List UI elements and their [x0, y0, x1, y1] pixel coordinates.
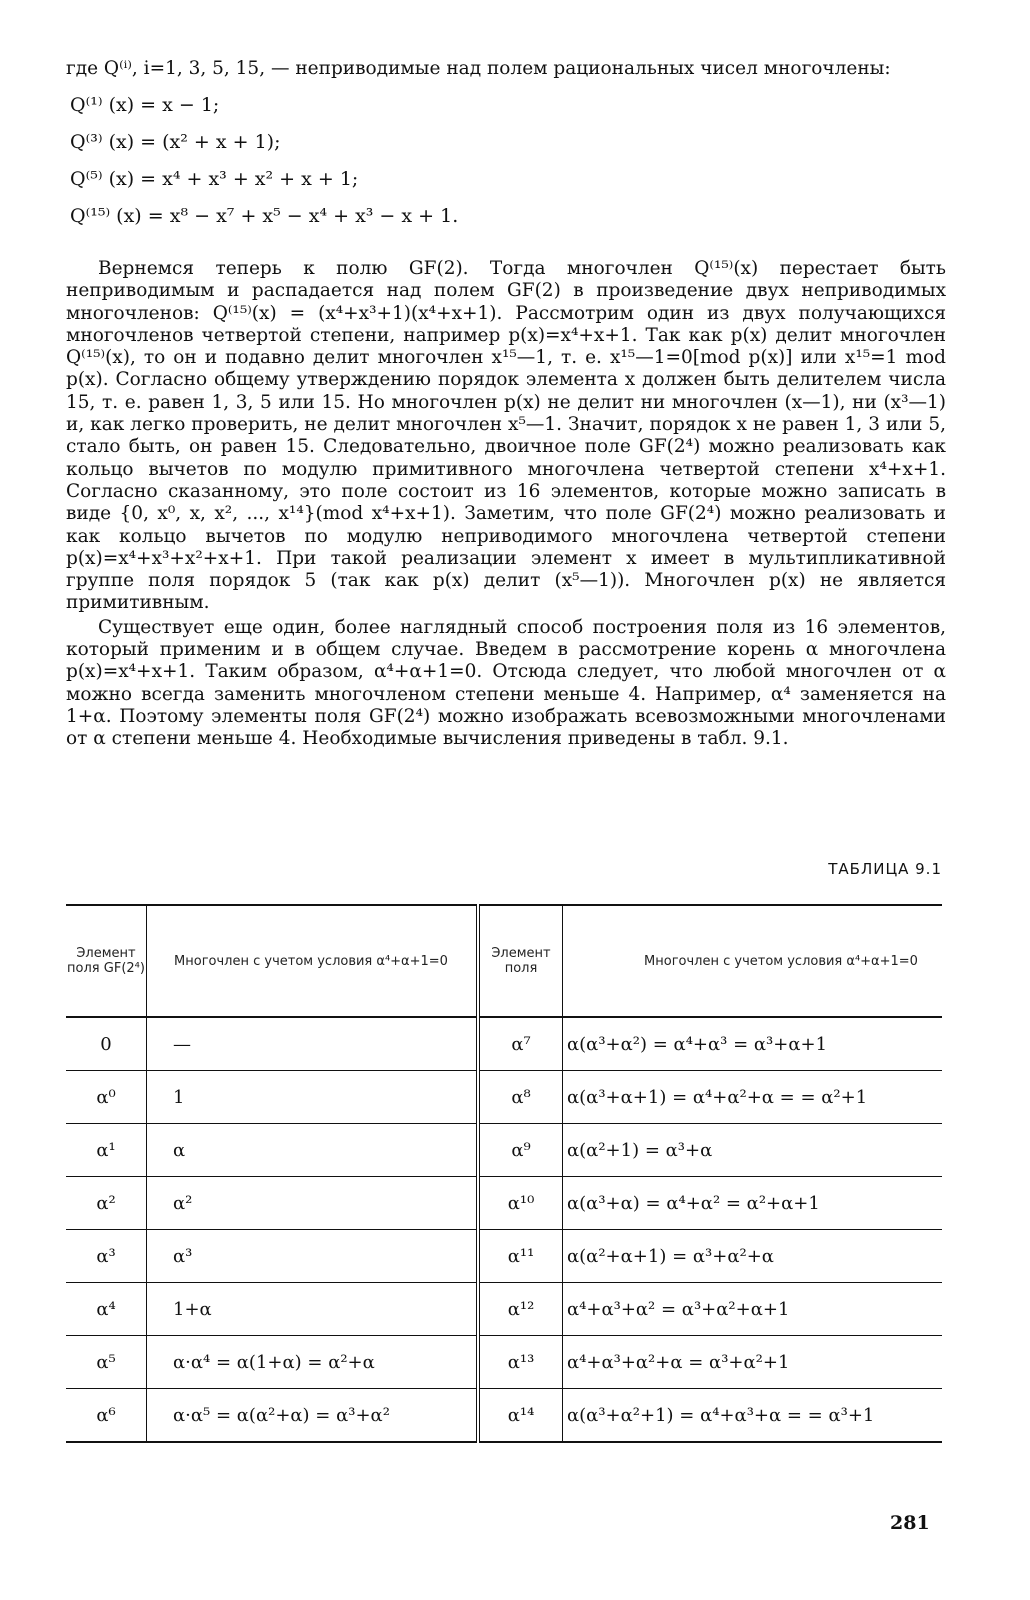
table-header-row — [66, 905, 942, 1017]
polynomial-cell: α² — [147, 1177, 479, 1230]
formula-rhs: = x − 1; — [140, 93, 220, 116]
element-cell: α⁶ — [66, 1389, 147, 1443]
polynomial-cell: α — [147, 1124, 479, 1177]
formula-q1 — [70, 86, 946, 123]
element-cell: α² — [66, 1177, 147, 1230]
header-polynomial-2: Многочлен с учетом условия α⁴+α+1=0 — [563, 905, 943, 1017]
element-cell: α¹² — [478, 1283, 563, 1336]
formula-lhs: Q⁽¹⁾ (x) — [70, 93, 135, 116]
polynomial-cell: — — [147, 1017, 479, 1071]
element-cell: α¹ — [66, 1124, 147, 1177]
table-row — [66, 1124, 942, 1177]
element-cell: 0 — [66, 1017, 147, 1071]
element-cell: α⁵ — [66, 1336, 147, 1389]
formula-list — [70, 86, 946, 234]
element-cell: α⁸ — [478, 1071, 563, 1124]
header-polynomial: Многочлен с учетом условия α⁴+α+1=0 — [147, 905, 479, 1017]
element-cell: α⁷ — [478, 1017, 563, 1071]
polynomial-cell: α(α³+α²+1) = α⁴+α³+α = = α³+1 — [563, 1389, 943, 1443]
formula-rhs: = (x² + x + 1); — [140, 130, 281, 153]
table-row — [66, 1389, 942, 1443]
table-row — [66, 1230, 942, 1283]
table-row — [66, 1283, 942, 1336]
table-caption: ТАБЛИЦА 9.1 — [828, 860, 942, 878]
paragraph-gf2: Вернемся теперь к полю GF(2). Тогда многочлен Q⁽¹⁵⁾(x) перестает быть неприводимым и распадается над полем GF(2) в произведение двух неприводимых многочленов: Q⁽¹⁵⁾(x) = (x⁴+x³+1)(x⁴+x+1). Рассмотрим один из двух получающихся многочленов четвертой степени, например p(x)=x⁴+x+1. Так как p(x) делит многочлен Q⁽¹⁵⁾(x), то он и подавно делит многочлен x¹⁵—1, т. е. x¹⁵—1=0[mod p(x)] или x¹⁵=1 mod p(x). Согласно общему утверждению порядок элемента x должен быть делителем числа 15, т. е. равен 1, 3, 5 или 15. Но многочлен p(x) не делит ни многочлен (x—1), ни (x³—1) и, как легко проверить, не делит многочлен x⁵—1. Значит, порядок x не равен 1, 3 или 5, стало быть, он равен 15. Следовательно, двоичное поле GF(2⁴) можно реализовать как кольцо вычетов по модулю примитивного многочлена четвертой степени x⁴+x+1. Согласно сказанному, это поле состоит из 16 элементов, которые можно записать в виде {0, x⁰, x, x², ..., x¹⁴}(mod x⁴+x+1). Заметим, что поле GF(2⁴) можно реализовать и как кольцо вычетов по модулю неприводимого многочлена четвертой степени p(x)=x⁴+x³+x²+x+1. При такой реализации элемент x имеет в мультипликативной группе поля порядок 5 (так как p(x) делит (x⁵—1)). Многочлен p(x) не является примитивным. — [66, 258, 946, 614]
element-cell: α⁴ — [66, 1283, 147, 1336]
table-row — [66, 1177, 942, 1230]
header-element: Элемент поля — [478, 905, 563, 1017]
page-content — [66, 58, 946, 751]
polynomial-cell: α(α²+α+1) = α³+α²+α — [563, 1230, 943, 1283]
element-cell: α¹⁴ — [478, 1389, 563, 1443]
polynomial-cell: α⁴+α³+α²+α = α³+α²+1 — [563, 1336, 943, 1389]
polynomial-cell: 1+α — [147, 1283, 479, 1336]
formula-rhs: = x⁴ + x³ + x² + x + 1; — [140, 167, 359, 190]
element-cell: α¹³ — [478, 1336, 563, 1389]
polynomial-cell: 1 — [147, 1071, 479, 1124]
table-row — [66, 1336, 942, 1389]
polynomial-cell: α·α⁴ = α(1+α) = α²+α — [147, 1336, 479, 1389]
field-elements-table — [66, 904, 942, 1443]
formula-lhs: Q⁽³⁾ (x) — [70, 130, 135, 153]
header-element-gf: Элемент поля GF(2⁴) — [66, 905, 147, 1017]
polynomial-cell: α(α³+α) = α⁴+α² = α²+α+1 — [563, 1177, 943, 1230]
table-row — [66, 1071, 942, 1124]
formula-q15 — [70, 197, 946, 234]
table-row — [66, 1017, 942, 1071]
element-cell: α³ — [66, 1230, 147, 1283]
intro-text: где Q⁽ⁱ⁾, i=1, 3, 5, 15, — неприводимые над полем рациональных чисел многочлены: — [66, 58, 891, 79]
element-cell: α⁰ — [66, 1071, 147, 1124]
formula-lhs: Q⁽¹⁵⁾ (x) — [70, 204, 142, 227]
paragraph-construction: Существует еще один, более наглядный способ построения поля из 16 элементов, который применим и в общем случае. Введем в рассмотрение корень α многочлена p(x)=x⁴+x+1. Таким образом, α⁴+α+1=0. Отсюда следует, что любой многочлен от α можно всегда заменить многочленом степени меньше 4. Например, α⁴ заменяется на 1+α. Поэтому элементы поля GF(2⁴) можно изображать всевозможными многочленами от α степени меньше 4. Необходимые вычисления приведены в табл. 9.1. — [66, 616, 946, 750]
element-cell: α¹⁰ — [478, 1177, 563, 1230]
page-number: 281 — [890, 1512, 930, 1534]
formula-q5 — [70, 160, 946, 197]
formula-q3 — [70, 123, 946, 160]
element-cell: α¹¹ — [478, 1230, 563, 1283]
polynomial-cell: α⁴+α³+α² = α³+α²+α+1 — [563, 1283, 943, 1336]
polynomial-cell: α·α⁵ = α(α²+α) = α³+α² — [147, 1389, 479, 1443]
polynomial-cell: α(α³+α+1) = α⁴+α²+α = = α²+1 — [563, 1071, 943, 1124]
polynomial-cell: α(α³+α²) = α⁴+α³ = α³+α+1 — [563, 1017, 943, 1071]
element-cell: α⁹ — [478, 1124, 563, 1177]
formula-rhs: = x⁸ − x⁷ + x⁵ − x⁴ + x³ − x + 1. — [147, 204, 459, 227]
formula-lhs: Q⁽⁵⁾ (x) — [70, 167, 135, 190]
polynomial-cell: α³ — [147, 1230, 479, 1283]
polynomial-cell: α(α²+1) = α³+α — [563, 1124, 943, 1177]
